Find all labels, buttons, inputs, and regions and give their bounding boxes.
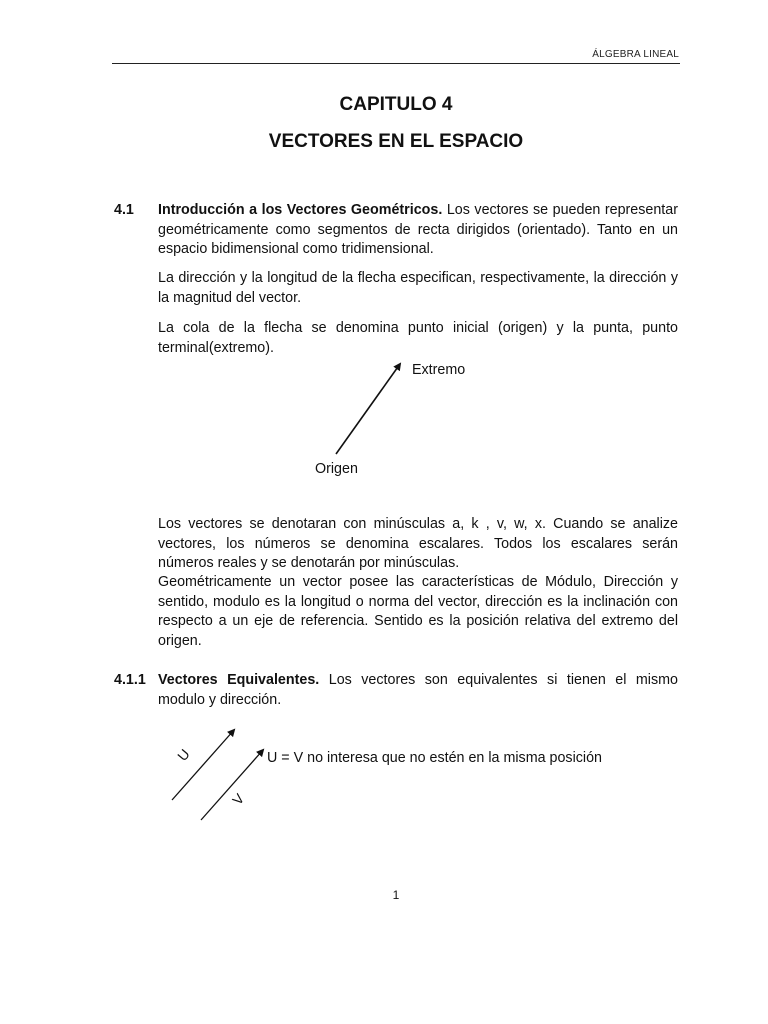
chapter-subtitle: VECTORES EN EL ESPACIO	[268, 131, 524, 152]
section-intro-text: Los vectores se pueden representar geométricamente como segmentos de recta dirigidos (orientado). Tanto en un espacio bidimensional como tridimensional.	[158, 202, 678, 257]
vector-diagram	[330, 358, 410, 458]
equivalence-caption: U = V no interesa que no estén en la misma posición	[267, 750, 602, 766]
paragraph-notation: Los vectores se denotaran con minúsculas a, k , v, w, x. Cuando se analize vectores, los números se denomina escalares. Todos los escalares serán números reales y se denotarán por minúsculas.	[158, 516, 678, 571]
paragraph-direction: La dirección y la longitud de la flecha especifican, respectivamente, la dirección y la magnitud del vector.	[158, 270, 678, 306]
equivalent-vectors-diagram	[165, 722, 275, 827]
section-body-4-1-1: Los vectores son equivalentes si tienen el mismo modulo y dirección.	[158, 672, 678, 708]
label-extremo: Extremo	[412, 362, 466, 378]
running-header: ÁLGEBRA LINEAL	[592, 49, 679, 60]
section-heading-4-1: Introducción a los Vectores Geométricos.	[158, 202, 443, 218]
section-number-4-1-1: 4.1.1	[114, 672, 146, 688]
label-u: U	[174, 745, 193, 764]
header-rule	[112, 63, 680, 64]
page-number: 1	[392, 888, 400, 902]
section-4-1-intro	[158, 201, 678, 260]
section-number-4-1: 4.1	[114, 202, 134, 218]
label-origen: Origen	[315, 461, 358, 477]
vector-u-arrow	[172, 730, 234, 800]
paragraph-geometric: Geométricamente un vector posee las características de Módulo, Dirección y sentido, modulo es la longitud o norma del vector, dirección es la inclinación con respecto a un eje de referencia. Sentido es la posición relativa del extremo del origen.	[158, 574, 678, 649]
vector-v-arrow	[201, 750, 263, 820]
vector-arrow	[336, 364, 400, 454]
chapter-title: CAPITULO 4	[339, 94, 453, 115]
section-heading-4-1-1: Vectores Equivalentes.	[158, 672, 320, 688]
section-4-1-1-text	[158, 671, 678, 710]
label-v: V	[229, 790, 248, 808]
paragraph-tail-head: La cola de la flecha se denomina punto inicial (origen) y la punta, punto terminal(extremo).	[158, 320, 678, 356]
